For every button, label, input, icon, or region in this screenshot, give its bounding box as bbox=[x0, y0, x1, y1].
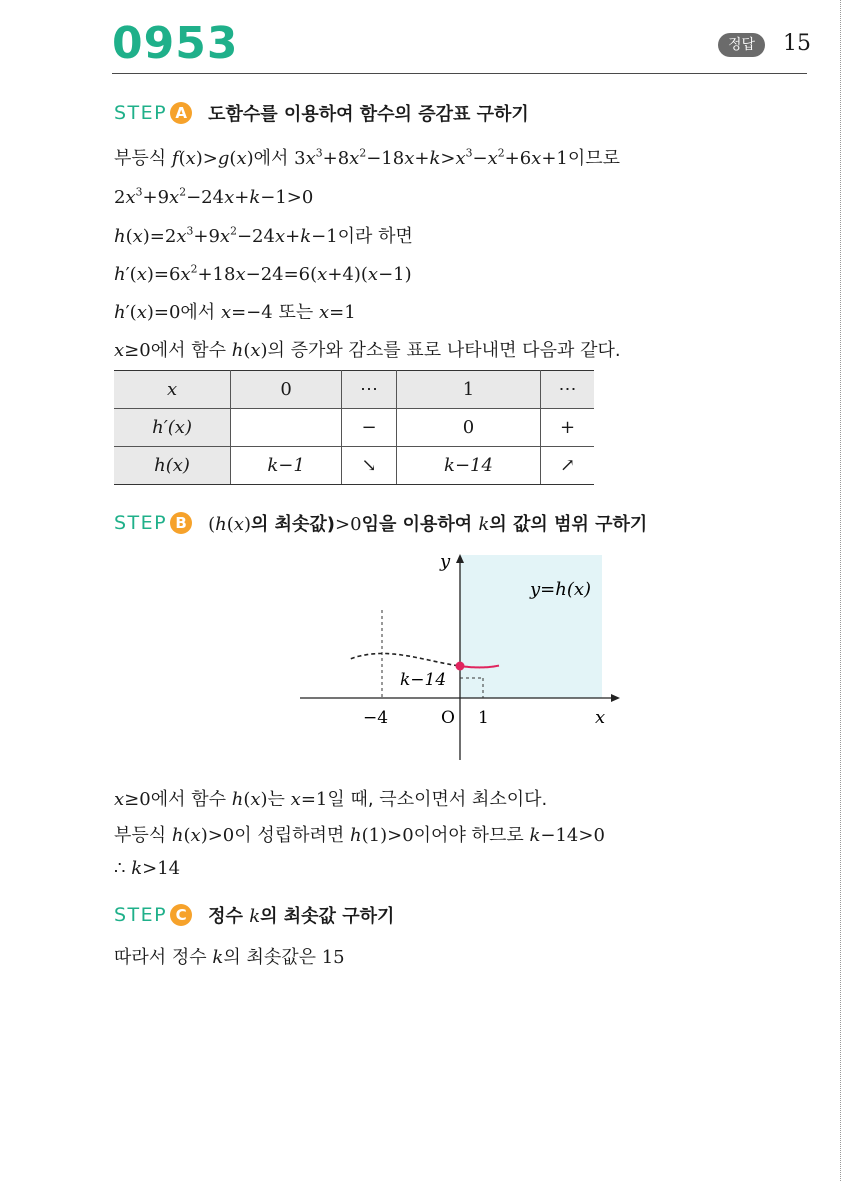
h-derivative: $h'(x)=6x^2+18x-24=6(x+4)(x-1)$ bbox=[114, 262, 412, 285]
shaded-region bbox=[460, 555, 602, 698]
inequality-line: 부등식 f(x)>g(x)에서 $3x^3+8x^2-18x+k>x^3-x^2+6x+1$이므로 bbox=[114, 146, 621, 169]
therefore-symbol: ∴ bbox=[114, 858, 126, 879]
step-b-title-2: 임을 이용하여 bbox=[361, 514, 473, 535]
step-b-letter: B bbox=[170, 512, 192, 534]
prefix-text: 부등식 bbox=[114, 148, 167, 169]
step-a-heading bbox=[114, 100, 529, 126]
table-cell: − bbox=[342, 409, 397, 447]
conclusion-text-2: 는 bbox=[267, 789, 285, 810]
step-a-letter: A bbox=[170, 102, 192, 124]
final-text-2: 의 최솟값은 bbox=[223, 947, 316, 968]
condition-statement: 부등식 h(x)>0이 성립하려면 h(1)>0이어야 하므로 k−14>0 bbox=[114, 825, 605, 846]
table-cell: k−14 bbox=[396, 447, 540, 485]
conclusion-text-3: 일 때, 극소이면서 최소이다. bbox=[327, 789, 548, 810]
table-cell: x bbox=[114, 371, 231, 409]
k14-label: k−14 bbox=[400, 670, 447, 690]
table-intro-text: 의 증가와 감소를 표로 나타내면 다음과 같다. bbox=[267, 340, 621, 361]
table-cell: ↘ bbox=[342, 447, 397, 485]
table-cell: 0 bbox=[231, 371, 342, 409]
eseo-text-2: 에서 bbox=[180, 302, 216, 323]
eseo-text: 에서 bbox=[253, 148, 289, 169]
step-b-word: STEP bbox=[114, 512, 168, 534]
imeuro-text: 이므로 bbox=[567, 148, 621, 169]
header-rule bbox=[112, 73, 807, 74]
simplified-inequality: $2x^3+9x^2-24x+k-1>0$ bbox=[114, 185, 314, 208]
step-b-title-1: 의 최솟값) bbox=[250, 514, 336, 535]
function-graph bbox=[290, 545, 630, 765]
table-cell: k−1 bbox=[231, 447, 342, 485]
table-cell: h′(x) bbox=[114, 409, 231, 447]
final-answer-value: 15 bbox=[321, 947, 345, 968]
x-axis-label: x bbox=[595, 707, 606, 728]
tick-neg4: −4 bbox=[363, 708, 389, 728]
y-axis-label: y bbox=[440, 551, 451, 572]
step-a-word: STEP bbox=[114, 102, 168, 124]
final-text-1: 따라서 정수 bbox=[114, 947, 207, 968]
x-axis-arrow bbox=[611, 694, 620, 702]
conclusion-text-1: 에서 함수 bbox=[150, 789, 226, 810]
origin-label: O bbox=[441, 708, 455, 728]
h-definition: $h(x)=2x^3+9x^2-24x+k-1$이라 하면 bbox=[114, 224, 413, 247]
curve-dashed bbox=[351, 654, 460, 667]
table-cell: ⋯ bbox=[342, 371, 397, 409]
define-text: 이라 하면 bbox=[337, 226, 413, 247]
tick-1: 1 bbox=[478, 708, 489, 728]
increase-decrease-table bbox=[114, 370, 594, 485]
curve-label: y=h(x) bbox=[530, 579, 592, 600]
table-row bbox=[114, 447, 594, 485]
table-intro: x≥0에서 함수 h(x)의 증가와 감소를 표로 나타내면 다음과 같다. bbox=[114, 340, 621, 361]
table-cell: + bbox=[541, 409, 594, 447]
prefix-text-2: 부등식 bbox=[114, 825, 167, 846]
step-b-title-3: 의 값의 범위 구하기 bbox=[489, 514, 648, 535]
conclusion-text-4: 이 성립하려면 bbox=[234, 825, 345, 846]
answer-value: 15 bbox=[783, 31, 811, 56]
table-cell: ⋯ bbox=[541, 371, 594, 409]
step-c-title-1: 정수 bbox=[208, 906, 243, 927]
step-b-heading: STEP B (h(x)의 최솟값)>0임을 이용하여 k의 값의 범위 구하기 bbox=[114, 512, 648, 535]
table-row bbox=[114, 409, 594, 447]
step-c-heading: STEP C 정수 k의 최솟값 구하기 bbox=[114, 904, 395, 927]
table-cell: h(x) bbox=[114, 447, 231, 485]
margin-line bbox=[840, 0, 841, 1181]
table-cell: ↗ bbox=[541, 447, 594, 485]
answer-badge: 정답 bbox=[718, 33, 765, 57]
problem-number: 0953 bbox=[112, 18, 239, 69]
step-c-letter: C bbox=[170, 904, 192, 926]
min-statement: x≥0에서 함수 h(x)는 x=1일 때, 극소이면서 최소이다. bbox=[114, 789, 548, 810]
table-header-row bbox=[114, 371, 594, 409]
y-intercept-point bbox=[456, 662, 465, 671]
or-text: 또는 bbox=[278, 302, 314, 323]
func-text: 에서 함수 bbox=[150, 340, 226, 361]
step-c-word: STEP bbox=[114, 904, 168, 926]
critical-points: h′(x)=0에서 x=−4 또는 x=1 bbox=[114, 302, 356, 323]
table-cell: 0 bbox=[396, 409, 540, 447]
step-c-title-2: 의 최솟값 구하기 bbox=[260, 906, 395, 927]
table-cell bbox=[231, 409, 342, 447]
final-answer: 따라서 정수 k의 최솟값은 15 bbox=[114, 947, 345, 968]
conclusion-text-5: 이어야 하므로 bbox=[413, 825, 524, 846]
therefore-line: ∴ k>14 bbox=[114, 858, 181, 879]
table-cell: 1 bbox=[396, 371, 540, 409]
step-a-title: 도함수를 이용하여 함수의 증감표 구하기 bbox=[208, 104, 529, 125]
